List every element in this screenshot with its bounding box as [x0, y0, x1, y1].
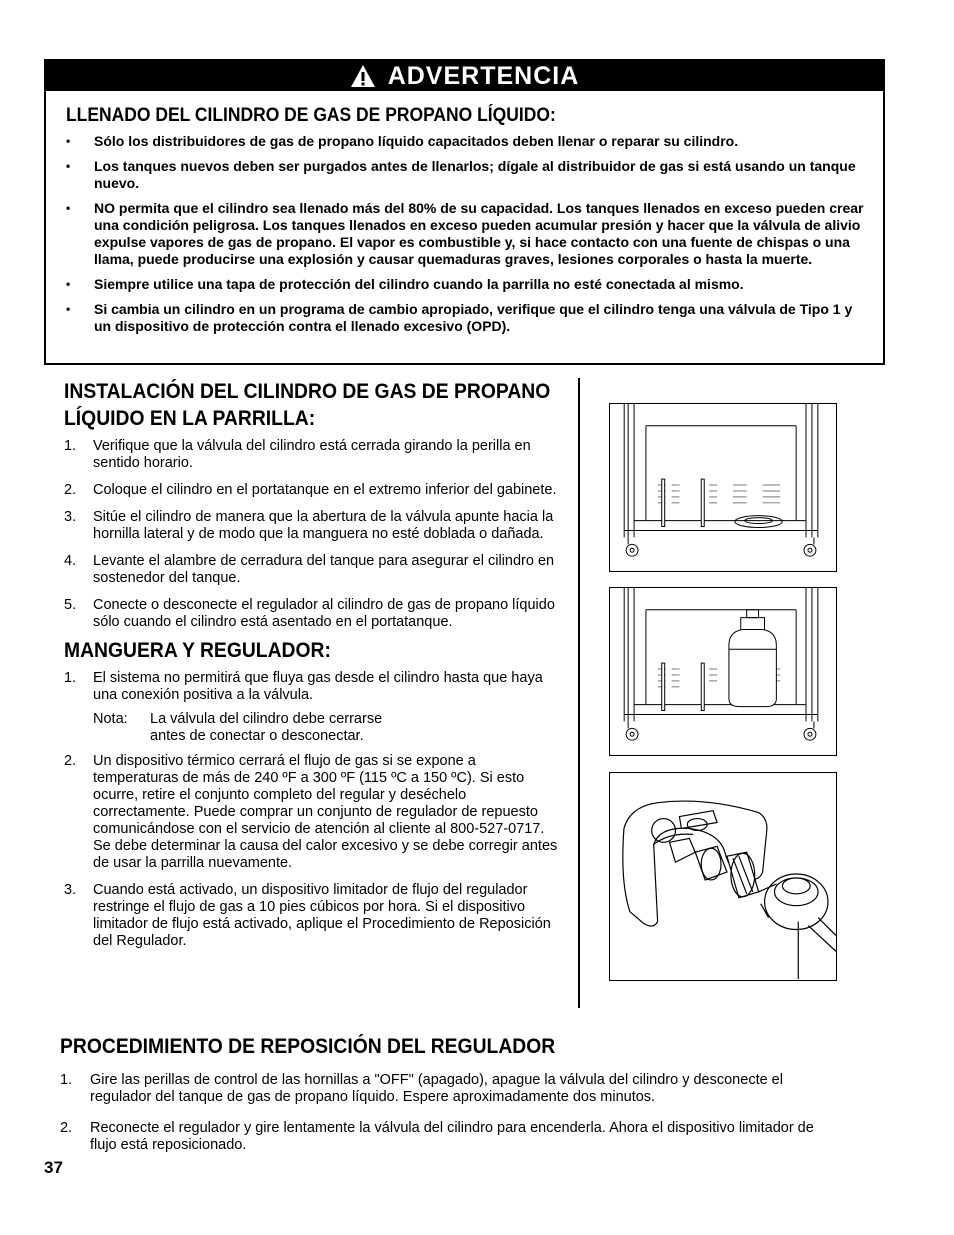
list-item	[64, 882, 563, 950]
warning-bullet: • Si cambia un cilindro en un programa de cambio apropiado, verifique que el cilindro tenga una válvula de Tipo 1 y un dispositivo de protección contra el llenado excesivo (OPD).	[66, 301, 864, 335]
column-divider	[578, 378, 580, 1008]
step-number: 4.	[64, 553, 77, 569]
page-number: 37	[44, 1158, 63, 1177]
list-item	[64, 753, 563, 872]
warning-triangle-icon	[350, 64, 376, 88]
warning-bullet: • NO permita que el cilindro sea llenado más del 80% de su capacidad. Los tanques llenados en exceso pueden crear una condición peligrosa. Los tanques llenados en exceso pueden acumular presión y hacer que la válvula de alivio expulse vapores de gas de propano. El vapor es combustible y, si hace contacto con una fuente de chispas o una llama, puede producirse una explosión y causar quemaduras graves, lesiones corporales o hasta la muerte.	[66, 200, 864, 268]
step-text: Reconecte el regulador y gire lentamente la válvula del cilindro para encenderla. Ahora el dispositivo limitador de flujo está reposicionado.	[90, 1120, 814, 1153]
step-number: 3.	[64, 882, 77, 898]
list-item	[64, 597, 563, 631]
step-text: Levante el alambre de cerradura del tanque para asegurar el cilindro en sostenedor del tanque.	[93, 553, 555, 586]
step-number: 2.	[64, 753, 77, 769]
step-number: 2.	[60, 1120, 73, 1136]
step-text: Un dispositivo térmico cerrará el flujo de gas si se expone a temperaturas de más de 240 ºF a 300 ºF (115 ºC a 150 ºC). Si esto ocurre, retire el conjunto completo del regular y deséchelo correctamente. Puede comprar un conjunto de regulador de repuesto comunicándose con el servicio de atención al cliente al 800-527-0717. Se debe determinar la causa del calor excesivo y se debe corregir antes de usar la parrilla nuevamente.	[93, 753, 558, 871]
list-item	[60, 1072, 840, 1106]
list-item	[64, 553, 563, 587]
note	[93, 711, 513, 745]
install-steps	[64, 438, 564, 631]
note-label: Nota:	[93, 711, 128, 727]
step-number: 1.	[60, 1072, 73, 1088]
step-text: Gire las perillas de control de las hornillas a "OFF" (apagado), apague la válvula del cilindro y desconecte el regulador del tanque de gas de propano líquido. Espere aproximadamente dos minutos.	[90, 1072, 783, 1105]
regulator-connection-illustration	[609, 772, 837, 981]
warning-banner-text: ADVERTENCIA	[387, 61, 580, 90]
step-number: 3.	[64, 509, 77, 525]
cabinet-empty-illustration	[609, 403, 837, 572]
step-text: El sistema no permitirá que fluya gas desde el cilindro hasta que haya una conexión positiva a la válvula.	[93, 670, 543, 703]
step-number: 1.	[64, 670, 77, 686]
list-item	[64, 509, 563, 543]
reset-title: PROCEDIMIENTO DE REPOSICIÓN DEL REGULADOR	[60, 1035, 556, 1058]
list-item	[60, 1120, 840, 1154]
list-item	[64, 670, 563, 704]
warning-bullet: • Siempre utilice una tapa de protección del cilindro cuando la parrilla no esté conectada al mismo.	[66, 276, 864, 293]
step-text: Cuando está activado, un dispositivo limitador de flujo del regulador restringe el flujo de gas a 10 pies cúbicos por hora. Si el dispositivo limitador de flujo está activado, aplique el Procedimiento de Reposición del Regulador.	[93, 882, 551, 949]
warning-bullet: • Sólo los distribuidores de gas de propano líquido capacitados deben llenar o reparar su cilindro.	[66, 133, 864, 150]
install-title: INSTALACIÓN DEL CILINDRO DE GAS DE PROPANO LÍQUIDO EN LA PARRILLA:	[64, 380, 551, 430]
step-number: 5.	[64, 597, 77, 613]
hose-steps-continued	[64, 753, 564, 950]
step-text: Coloque el cilindro en el portatanque en el extremo inferior del gabinete.	[93, 482, 557, 498]
reset-section	[60, 1033, 860, 1164]
hose-title: MANGUERA Y REGULADOR:	[64, 639, 331, 662]
warning-box	[44, 59, 885, 365]
list-item	[64, 482, 563, 499]
warning-bullet: • Los tanques nuevos deben ser purgados antes de llenarlos; dígale al distribuidor de gas si está usando un tanque nuevo.	[66, 158, 864, 192]
warning-title: LLENADO DEL CILINDRO DE GAS DE PROPANO LÍQUIDO:	[66, 105, 556, 126]
warning-banner	[46, 61, 883, 91]
cabinet-with-cylinder-illustration	[609, 587, 837, 756]
list-item	[64, 438, 563, 472]
step-number: 2.	[64, 482, 77, 498]
step-text: Verifique que la válvula del cilindro está cerrada girando la perilla en sentido horario.	[93, 438, 531, 471]
reset-steps	[60, 1072, 860, 1154]
left-column	[64, 378, 564, 960]
hose-steps	[64, 670, 564, 704]
note-text: La válvula del cilindro debe cerrarse antes de conectar o desconectar.	[150, 711, 383, 744]
step-number: 1.	[64, 438, 77, 454]
step-text: Sitúe el cilindro de manera que la abertura de la válvula apunte hacia la hornilla lateral y de modo que la manguera no esté doblada o dañada.	[93, 509, 554, 542]
step-text: Conecte o desconecte el regulador al cilindro de gas de propano líquido sólo cuando el cilindro está asentado en el portatanque.	[93, 597, 555, 630]
warning-list	[46, 133, 883, 335]
